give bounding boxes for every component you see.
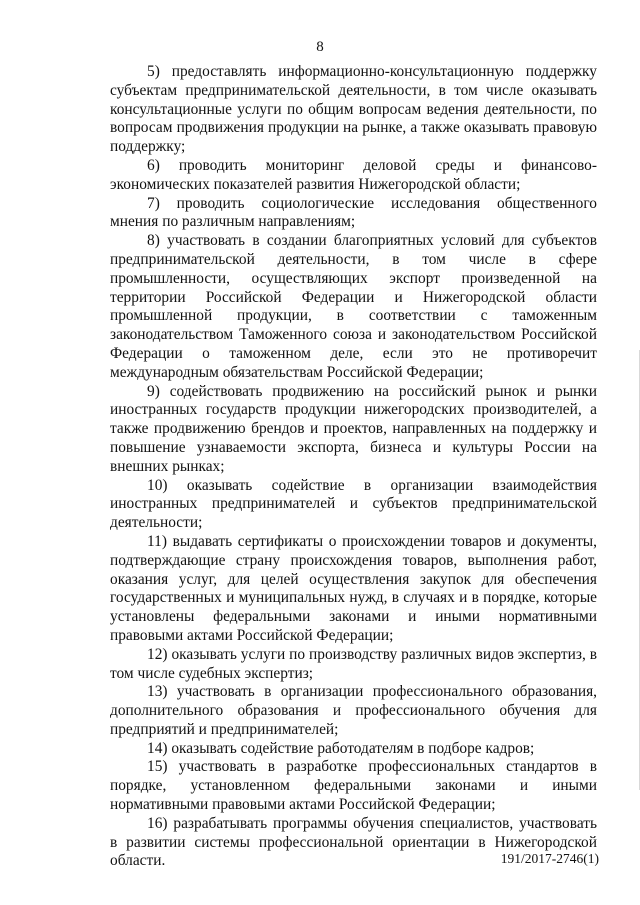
document-registration-code: 191/2017-2746(1) bbox=[500, 851, 599, 866]
paragraph-item-12: 12) оказывать услуги по производству различных видов экспертиз, в том числе судебных экспертиз; bbox=[110, 645, 597, 682]
paragraph-item-10: 10) оказывать содействие в организации взаимодействия иностранных предпринимателей и субъектов предпринимательской деятельности; bbox=[110, 476, 597, 532]
paragraph-item-16: 16) разрабатывать программы обучения специалистов, участвовать в развитии системы профессиональной ориентации в Нижегородской области. bbox=[110, 814, 597, 870]
paragraph-item-11: 11) выдавать сертификаты о происхождении товаров и документы, подтверждающие страну происхождения товаров, выполнения работ, оказания услуг, для целей осуществления закупок для обеспечения государственных и муниципальных нужд, в случаях и в порядке, которые установлены федеральными законами и иными нормативными правовыми актами Российской Федерации; bbox=[110, 532, 597, 644]
paragraph-item-9: 9) содействовать продвижению на российский рынок и рынки иностранных государств продукции нижегородских производителей, а также продвижению брендов и проектов, направленных на поддержку и повышение узнаваемости экспорта, бизнеса и культуры России на внешних рынках; bbox=[110, 382, 597, 475]
paragraph-item-7: 7) проводить социологические исследования общественного мнения по различным направлениям; bbox=[110, 194, 597, 231]
paragraph-item-14: 14) оказывать содействие работодателям в подборе кадров; bbox=[147, 739, 535, 757]
paragraph-item-13: 13) участвовать в организации профессионального образования, дополнительного образования и профессионального обучения для предприятий и предпринимателей; bbox=[110, 683, 597, 738]
paragraph-item-5: 5) предоставлять информационно-консультационную поддержку субъектам предпринимательской деятельности, в том числе оказывать консультационные услуги по общим вопросам ведения деятельности, по вопросам продвижения продукции на рынке, а также оказывать правовую поддержку; bbox=[110, 63, 597, 156]
paragraph-item-8: 8) участвовать в создании благоприятных условий для субъектов предпринимательской деятельности, в том числе в сфере промышленности, осуществляющих экспорт произведенной на территории Российской Федерации и Нижегородской области промышленной продукции, в соответствии с таможенным законодательством Таможенного союза и законодательством Российской Федерации о таможенном деле, если это не противоречит международным обязательствам Российской Федерации; bbox=[110, 232, 597, 381]
page-number: 8 bbox=[316, 39, 324, 55]
document-body bbox=[110, 63, 597, 871]
paragraph-item-15: 15) участвовать в разработке профессиональных стандартов в порядке, установленном федеральными законами и иными нормативными правовыми актами Российской Федерации; bbox=[110, 758, 597, 814]
paragraph-item-6: 6) проводить мониторинг деловой среды и финансово-экономических показателей развития Нижегородской области; bbox=[110, 156, 597, 193]
